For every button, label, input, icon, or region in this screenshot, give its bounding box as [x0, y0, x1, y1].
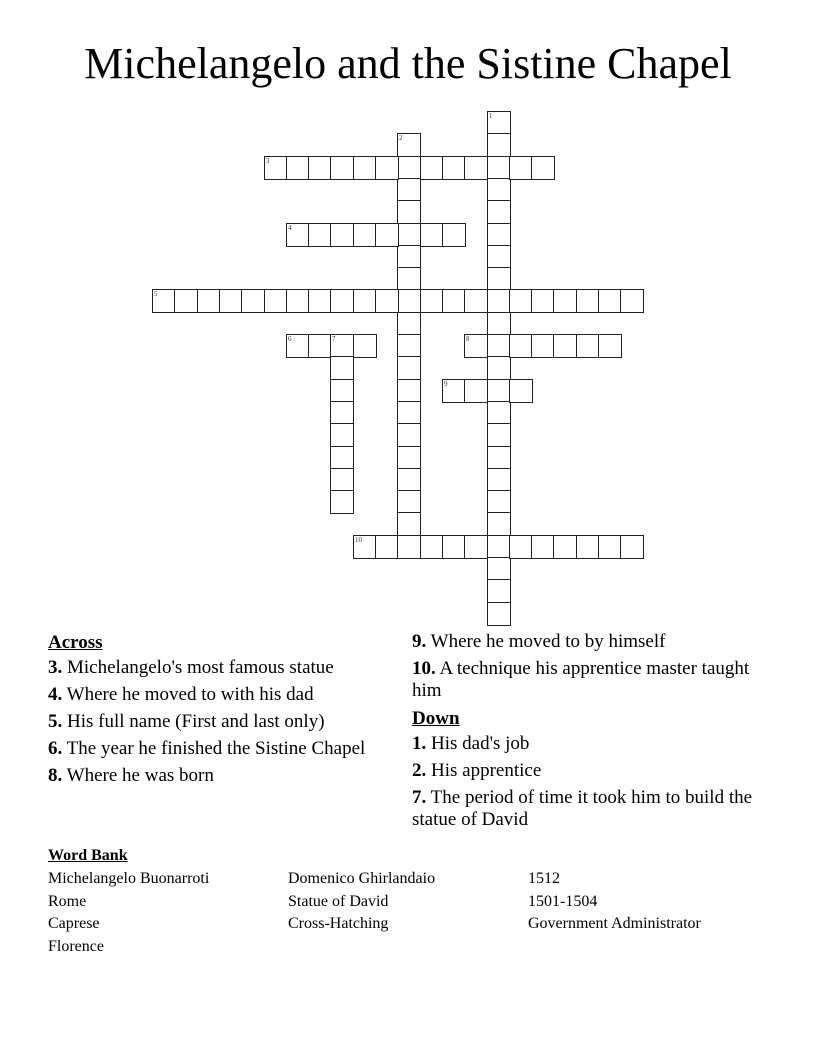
- word-bank-item: Michelangelo Buonarroti: [48, 870, 210, 887]
- crossword-cell[interactable]: [509, 334, 533, 358]
- crossword-cell[interactable]: [397, 312, 421, 336]
- crossword-cell[interactable]: [397, 200, 421, 224]
- crossword-cell[interactable]: [509, 379, 533, 403]
- clue-down-2: [412, 760, 772, 782]
- crossword-cell[interactable]: [576, 289, 600, 313]
- crossword-cell[interactable]: [487, 579, 511, 603]
- crossword-cell[interactable]: [330, 289, 354, 313]
- crossword-cell[interactable]: [487, 379, 511, 403]
- crossword-cell[interactable]: [487, 178, 511, 202]
- crossword-cell[interactable]: [420, 223, 444, 247]
- crossword-cell[interactable]: [598, 289, 622, 313]
- crossword-cell[interactable]: [397, 267, 421, 291]
- crossword-cell[interactable]: [598, 535, 622, 559]
- clue-down-7: [412, 787, 772, 831]
- cell-number: 6: [288, 335, 292, 343]
- crossword-cell[interactable]: [353, 156, 377, 180]
- crossword-cell[interactable]: [397, 223, 421, 247]
- clue-text: The year he finished the Sistine Chapel: [66, 738, 366, 759]
- crossword-cell[interactable]: [509, 535, 533, 559]
- cell-number: 10: [355, 536, 362, 544]
- crossword-cell[interactable]: [197, 289, 221, 313]
- crossword-cell[interactable]: [397, 490, 421, 514]
- clue-down-1: [412, 733, 772, 755]
- crossword-cell[interactable]: [487, 602, 511, 626]
- crossword-cell[interactable]: [375, 223, 399, 247]
- clue-number: 3.: [48, 657, 63, 678]
- crossword-cell[interactable]: [241, 289, 265, 313]
- crossword-cell[interactable]: [553, 289, 577, 313]
- crossword-cell[interactable]: [375, 535, 399, 559]
- crossword-cell[interactable]: [152, 289, 176, 313]
- crossword-cell[interactable]: [420, 156, 444, 180]
- crossword-cell[interactable]: [576, 334, 600, 358]
- clue-number: 2.: [412, 760, 427, 781]
- cell-number: 9: [444, 380, 448, 388]
- clue-number: 1.: [412, 733, 427, 754]
- crossword-cell[interactable]: [397, 512, 421, 536]
- crossword-cell[interactable]: [442, 535, 466, 559]
- crossword-cell[interactable]: [553, 535, 577, 559]
- crossword-cell[interactable]: [509, 156, 533, 180]
- crossword-cell[interactable]: [397, 356, 421, 380]
- crossword-cell[interactable]: [442, 156, 466, 180]
- crossword-cell[interactable]: [308, 223, 332, 247]
- crossword-cell[interactable]: [397, 468, 421, 492]
- crossword-cell[interactable]: [353, 535, 377, 559]
- crossword-cell[interactable]: [264, 156, 288, 180]
- crossword-cell[interactable]: [464, 156, 488, 180]
- clue-text: Where he was born: [66, 765, 214, 786]
- crossword-cell[interactable]: [353, 334, 377, 358]
- crossword-cell[interactable]: [330, 223, 354, 247]
- clue-text: His apprentice: [431, 760, 542, 781]
- crossword-cell[interactable]: [464, 334, 488, 358]
- cell-number: 7: [332, 335, 336, 343]
- crossword-cell[interactable]: [531, 535, 555, 559]
- word-bank-column-1: [48, 868, 209, 958]
- crossword-cell[interactable]: [397, 334, 421, 358]
- crossword-cell[interactable]: [487, 156, 511, 180]
- crossword-cell[interactable]: [442, 379, 466, 403]
- crossword-cell[interactable]: [598, 334, 622, 358]
- crossword-cell[interactable]: [286, 156, 310, 180]
- crossword-cell[interactable]: [487, 267, 511, 291]
- cell-number: 4: [288, 224, 292, 232]
- crossword-cell[interactable]: [487, 557, 511, 581]
- word-bank: [48, 845, 788, 955]
- crossword-cell[interactable]: [576, 535, 600, 559]
- word-bank-item: Statue of David: [288, 892, 389, 910]
- clue-number: 7.: [412, 787, 427, 808]
- page-title: Michelangelo and the Sistine Chapel: [84, 39, 732, 88]
- crossword-cell[interactable]: [531, 289, 555, 313]
- crossword-cell[interactable]: [330, 379, 354, 403]
- clue-text: Michelangelo's most famous statue: [67, 657, 334, 678]
- clue-text: His full name (First and last only): [67, 711, 325, 732]
- crossword-cell[interactable]: [464, 535, 488, 559]
- crossword-cell[interactable]: [397, 156, 421, 180]
- crossword-cell[interactable]: [397, 178, 421, 202]
- word-bank-item: Florence: [48, 937, 104, 955]
- crossword-cell[interactable]: [286, 334, 310, 358]
- clues-right-column: [412, 631, 772, 836]
- crossword-cell[interactable]: [308, 156, 332, 180]
- crossword-cell[interactable]: [487, 334, 511, 358]
- crossword-cell[interactable]: [330, 356, 354, 380]
- crossword-cell[interactable]: [397, 245, 421, 269]
- word-bank-item: 1501-1504: [528, 892, 598, 910]
- crossword-cell[interactable]: [330, 468, 354, 492]
- cell-number: 2: [399, 134, 403, 142]
- word-bank-column-3: [528, 868, 701, 936]
- crossword-cell[interactable]: [487, 111, 511, 135]
- crossword-cell[interactable]: [531, 334, 555, 358]
- crossword-cell[interactable]: [487, 356, 511, 380]
- crossword-cell[interactable]: [397, 133, 421, 157]
- clue-number: 8.: [48, 765, 63, 786]
- cell-number: 3: [266, 157, 270, 165]
- clue-number: 10.: [412, 658, 436, 679]
- word-bank-item: Government Administrator: [528, 915, 701, 932]
- word-bank-title: Word Bank: [48, 847, 128, 864]
- down-heading: Down: [412, 708, 460, 729]
- clue-number: 9.: [412, 631, 427, 652]
- clue-text: His dad's job: [431, 733, 530, 754]
- crossword-cell[interactable]: [487, 468, 511, 492]
- crossword-cell[interactable]: [308, 334, 332, 358]
- crossword-cell[interactable]: [353, 289, 377, 313]
- crossword-cell[interactable]: [353, 223, 377, 247]
- crossword-cell[interactable]: [442, 223, 466, 247]
- clue-across-4: [48, 684, 388, 706]
- crossword-cell[interactable]: [487, 490, 511, 514]
- clue-number: 6.: [48, 738, 63, 759]
- crossword-cell[interactable]: [330, 490, 354, 514]
- clue-text: A technique his apprentice master taught him: [412, 658, 750, 701]
- crossword-cell[interactable]: [620, 289, 644, 313]
- crossword-cell[interactable]: [464, 289, 488, 313]
- crossword-cell[interactable]: [286, 289, 310, 313]
- cell-number: 8: [466, 335, 470, 343]
- crossword-cell[interactable]: [487, 133, 511, 157]
- crossword-cell[interactable]: [620, 535, 644, 559]
- crossword-cell[interactable]: [464, 379, 488, 403]
- clue-across-3: [48, 657, 388, 679]
- crossword-cell[interactable]: [509, 289, 533, 313]
- crossword-cell[interactable]: [487, 512, 511, 536]
- crossword-cell[interactable]: [264, 289, 288, 313]
- crossword-cell[interactable]: [487, 535, 511, 559]
- crossword-cell[interactable]: [308, 289, 332, 313]
- clue-text: Where he moved to with his dad: [66, 684, 314, 705]
- word-bank-item: Caprese: [48, 915, 100, 932]
- crossword-cell[interactable]: [442, 289, 466, 313]
- crossword-cell[interactable]: [487, 223, 511, 247]
- crossword-cell[interactable]: [219, 289, 243, 313]
- clue-across-6: [48, 738, 388, 760]
- word-bank-item: Domenico Ghirlandaio: [288, 870, 436, 887]
- clues-left-column: [48, 631, 388, 792]
- crossword-cell[interactable]: [420, 289, 444, 313]
- crossword-cell[interactable]: [553, 334, 577, 358]
- cell-number: 1: [489, 112, 493, 120]
- crossword-cell[interactable]: [531, 156, 555, 180]
- crossword-cell[interactable]: [487, 446, 511, 470]
- crossword-cell[interactable]: [487, 423, 511, 447]
- crossword-cell[interactable]: [330, 423, 354, 447]
- crossword-cell[interactable]: [420, 535, 444, 559]
- crossword-cell[interactable]: [397, 535, 421, 559]
- crossword-cell[interactable]: [330, 156, 354, 180]
- clue-across-5: [48, 711, 388, 733]
- word-bank-item: 1512: [528, 870, 560, 887]
- crossword-cell[interactable]: [375, 289, 399, 313]
- crossword-cell[interactable]: [375, 156, 399, 180]
- crossword-cell[interactable]: [330, 446, 354, 470]
- crossword-cell[interactable]: [330, 401, 354, 425]
- word-bank-item: Rome: [48, 892, 87, 910]
- clue-across-9: [412, 631, 772, 653]
- clue-number: 5.: [48, 711, 63, 732]
- crossword-cell[interactable]: [397, 446, 421, 470]
- crossword-cell[interactable]: [487, 289, 511, 313]
- clue-text: Where he moved to by himself: [430, 631, 666, 652]
- crossword-cell[interactable]: [397, 423, 421, 447]
- crossword-cell[interactable]: [397, 401, 421, 425]
- crossword-cell[interactable]: [487, 312, 511, 336]
- crossword-cell[interactable]: [174, 289, 198, 313]
- crossword-cell[interactable]: [330, 334, 354, 358]
- word-bank-column-2: [288, 868, 435, 936]
- clue-across-10: [412, 658, 772, 702]
- crossword-cell[interactable]: [487, 401, 511, 425]
- crossword-cell[interactable]: [397, 379, 421, 403]
- crossword-cell[interactable]: [487, 200, 511, 224]
- clue-text: The period of time it took him to build the statue of David: [412, 787, 753, 830]
- across-heading: Across: [48, 632, 103, 653]
- crossword-cell[interactable]: [286, 223, 310, 247]
- word-bank-item: Cross-Hatching: [288, 915, 389, 932]
- clue-number: 4.: [48, 684, 63, 705]
- cell-number: 5: [154, 290, 158, 298]
- crossword-cell[interactable]: [487, 245, 511, 269]
- crossword-cell[interactable]: [397, 289, 421, 313]
- clue-across-8: [48, 765, 388, 787]
